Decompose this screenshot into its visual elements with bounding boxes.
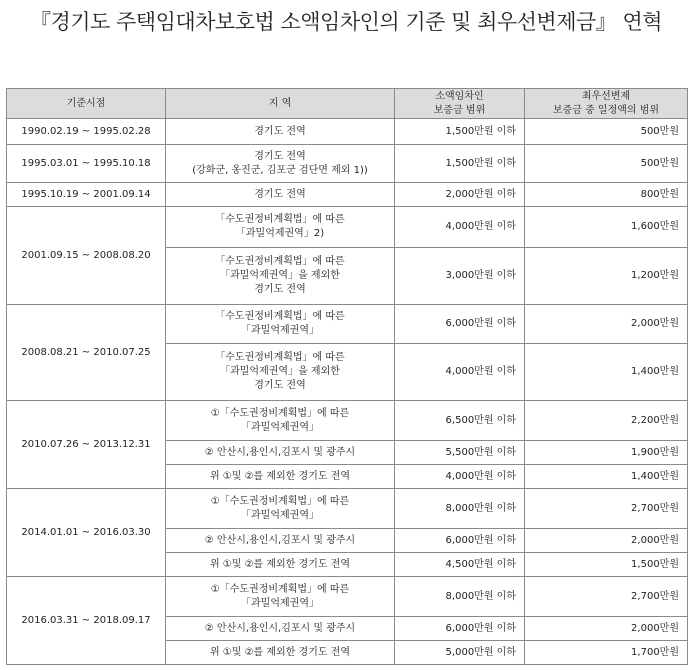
amount-cell: 2,000만원 [525,305,688,344]
period-cell: 2008.08.21 ~ 2010.07.25 [7,305,166,401]
table-row [7,183,688,207]
period-cell: 2010.07.26 ~ 2013.12.31 [7,401,166,489]
deposit-cell: 8,000만원 이하 [395,577,525,617]
amount-cell: 1,600만원 [525,207,688,248]
amount-cell: 1,200만원 [525,248,688,305]
deposit-cell: 5,000만원 이하 [395,641,525,665]
region-cell: ①「수도권정비계획법」에 따른 「과밀억제권역」 [166,489,395,529]
amount-cell: 1,400만원 [525,344,688,401]
region-cell: 위 ①및 ②를 제외한 경기도 전역 [166,553,395,577]
header-amount: 최우선변제 보증금 중 일정액의 범위 [525,89,688,119]
period-cell: 1990.02.19 ~ 1995.02.28 [7,119,166,145]
amount-cell: 500만원 [525,119,688,145]
deposit-cell: 3,000만원 이하 [395,248,525,305]
amount-cell: 800만원 [525,183,688,207]
amount-cell: 500만원 [525,145,688,183]
header-deposit: 소액임차인 보증금 범위 [395,89,525,119]
amount-cell: 2,000만원 [525,529,688,553]
table-row [7,489,688,529]
region-cell: ①「수도권정비계획법」에 따른 「과밀억제권역」 [166,577,395,617]
amount-cell: 2,000만원 [525,617,688,641]
header-row [7,89,688,119]
period-cell: 2016.03.31 ~ 2018.09.17 [7,577,166,665]
region-cell: 「수도권정비계획법」에 따른 「과밀억제권역」2) [166,207,395,248]
table-row [7,145,688,183]
region-cell: 위 ①및 ②를 제외한 경기도 전역 [166,641,395,665]
table-row [7,305,688,344]
table-row [7,207,688,248]
table-row [7,119,688,145]
region-cell: ② 안산시,용인시,김포시 및 광주시 [166,441,395,465]
region-cell: 경기도 전역 [166,183,395,207]
amount-cell: 2,700만원 [525,577,688,617]
deposit-cell: 1,500만원 이하 [395,119,525,145]
header-period: 기준시점 [7,89,166,119]
deposit-cell: 4,500만원 이하 [395,553,525,577]
deposit-cell: 4,000만원 이하 [395,465,525,489]
deposit-cell: 4,000만원 이하 [395,344,525,401]
header-region: 지 역 [166,89,395,119]
amount-cell: 1,700만원 [525,641,688,665]
region-cell: 「수도권정비계획법」에 따른 「과밀억제권역」 [166,305,395,344]
region-cell: 「수도권정비계획법」에 따른 「과밀억제권역」을 제외한 경기도 전역 [166,344,395,401]
amount-cell: 2,200만원 [525,401,688,441]
amount-cell: 2,700만원 [525,489,688,529]
region-cell: ② 안산시,용인시,김포시 및 광주시 [166,529,395,553]
deposit-cell: 6,000만원 이하 [395,305,525,344]
region-cell: 경기도 전역 (강화군, 옹진군, 김포군 검단면 제외 1)) [166,145,395,183]
page-title: 『경기도 주택임대차보호법 소액임차인의 기준 및 최우선변제금』 연혁 [29,10,663,34]
region-cell: 위 ①및 ②를 제외한 경기도 전역 [166,465,395,489]
table-row [7,401,688,441]
period-cell: 2001.09.15 ~ 2008.08.20 [7,207,166,305]
amount-cell: 1,500만원 [525,553,688,577]
period-cell: 2014.01.01 ~ 2016.03.30 [7,489,166,577]
deposit-cell: 6,000만원 이하 [395,529,525,553]
period-cell: 1995.10.19 ~ 2001.09.14 [7,183,166,207]
deposit-cell: 6,500만원 이하 [395,401,525,441]
deposit-cell: 5,500만원 이하 [395,441,525,465]
deposit-cell: 1,500만원 이하 [395,145,525,183]
table-row [7,577,688,617]
deposit-cell: 4,000만원 이하 [395,207,525,248]
amount-cell: 1,400만원 [525,465,688,489]
region-cell: ①「수도권정비계획법」에 따른 「과밀억제권역」 [166,401,395,441]
region-cell: 경기도 전역 [166,119,395,145]
deposit-cell: 8,000만원 이하 [395,489,525,529]
region-cell: ② 안산시,용인시,김포시 및 광주시 [166,617,395,641]
region-cell: 「수도권정비계획법」에 따른 「과밀억제권역」을 제외한 경기도 전역 [166,248,395,305]
history-table [6,88,688,665]
period-cell: 1995.03.01 ~ 1995.10.18 [7,145,166,183]
deposit-cell: 2,000만원 이하 [395,183,525,207]
deposit-cell: 6,000만원 이하 [395,617,525,641]
amount-cell: 1,900만원 [525,441,688,465]
